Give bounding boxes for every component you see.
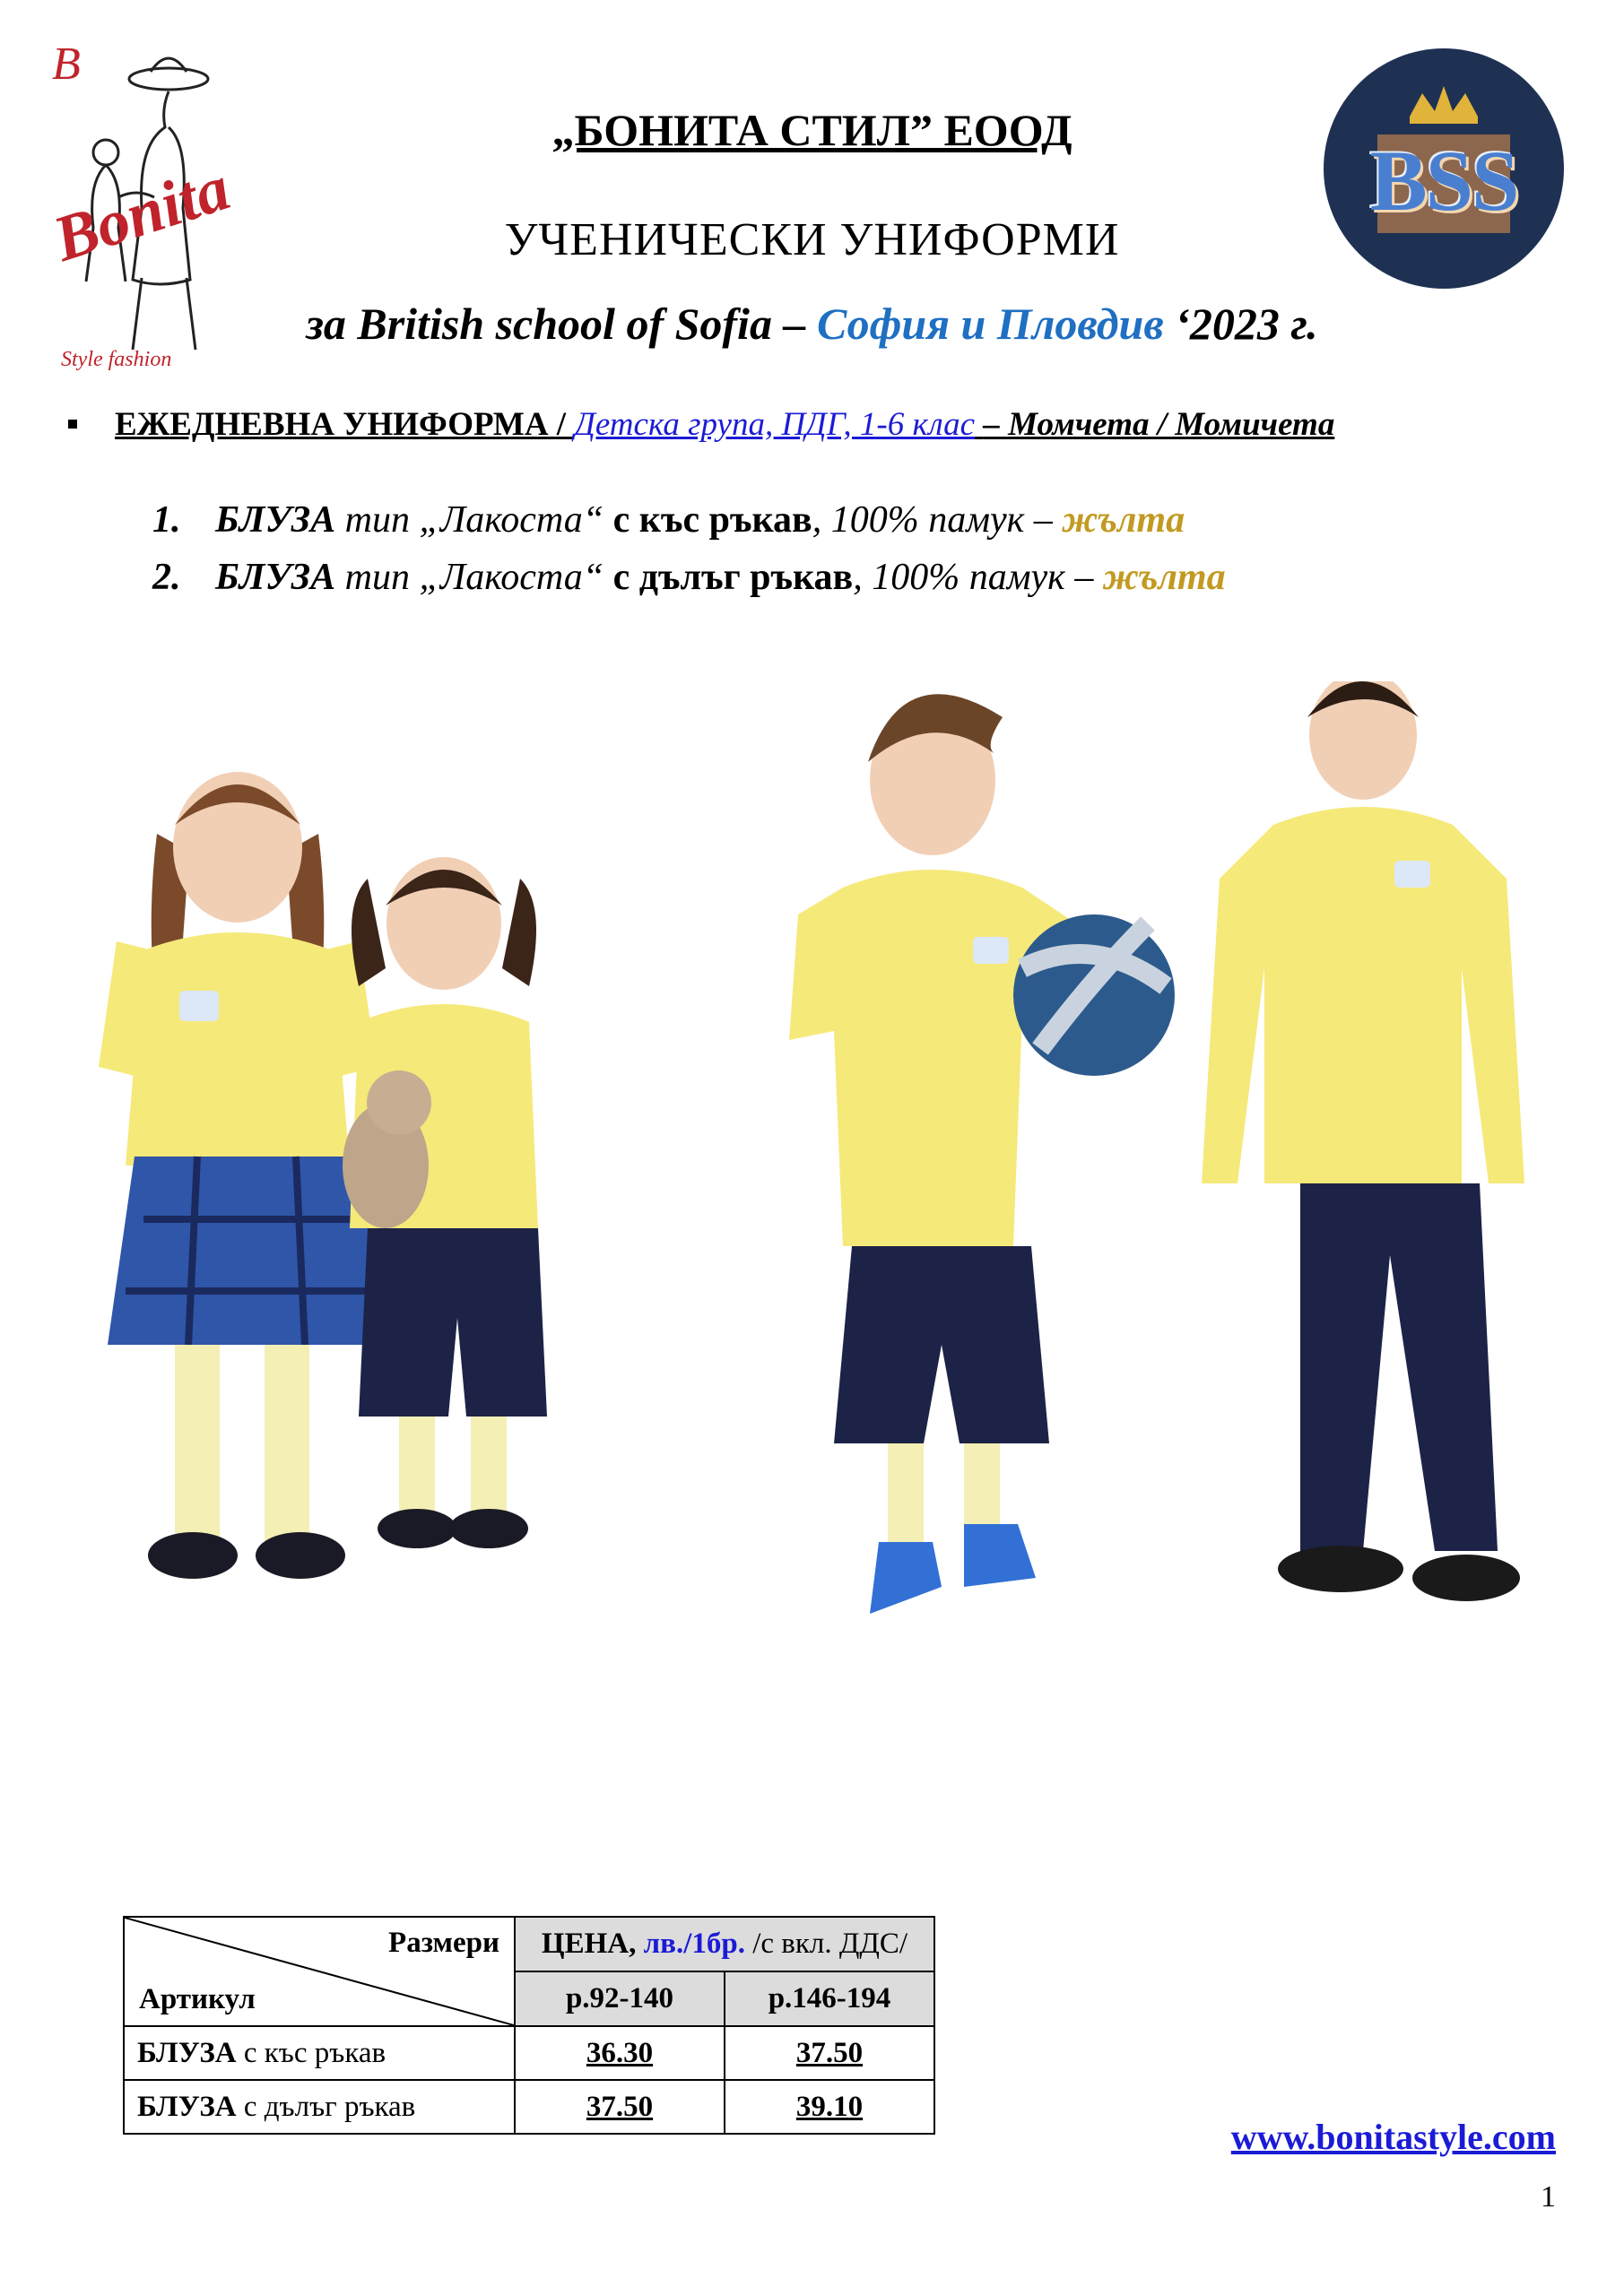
uniform-product-photo — [90, 681, 1560, 1784]
item-sleeve: с дълъг ръкав — [612, 557, 854, 598]
item-type: тип „Лакоста“ — [335, 499, 613, 541]
price-cell: 37.50 — [515, 2080, 725, 2134]
section-heading — [68, 405, 1557, 444]
sizes-label: Размери — [388, 1927, 499, 1959]
item-type: тип „Лакоста“ — [335, 557, 613, 598]
item-sleeve: с къс ръкав — [612, 499, 812, 541]
item-name: БЛУЗА — [215, 499, 336, 541]
website-link[interactable]: www.bonitastyle.com — [1230, 2117, 1556, 2157]
item-list — [152, 498, 1226, 613]
price-cell: 39.10 — [725, 2080, 934, 2134]
item-material: , 100% памук – — [812, 499, 1063, 541]
child-girl-plaid-skirt — [99, 772, 386, 1579]
size-column-header: р.92-140 — [515, 1971, 725, 2026]
article-desc: с къс ръкав — [236, 2036, 386, 2069]
page-number: 1 — [1541, 2180, 1556, 2214]
list-item — [152, 556, 1226, 613]
bullet-square-icon — [68, 420, 77, 429]
bss-logo-text: BSS — [1369, 133, 1518, 229]
school-year: ‘2023 г. — [1175, 299, 1318, 349]
document-subtitle: УЧЕНИЧЕСКИ УНИФОРМИ — [504, 214, 1120, 265]
article-desc: с дълъг ръкав — [236, 2090, 416, 2123]
price-header — [515, 1917, 934, 1971]
article-name: БЛУЗА — [137, 2090, 237, 2123]
article-name: БЛУЗА — [137, 2036, 237, 2069]
article-cell — [124, 2026, 515, 2080]
child-boy-with-ball — [789, 694, 1175, 1614]
item-material: , 100% памук – — [853, 557, 1103, 598]
table-corner-header — [124, 1917, 515, 2026]
logo-b-letter: B — [52, 39, 81, 90]
item-color: жълта — [1102, 557, 1226, 598]
article-label: Артикул — [139, 1983, 256, 2015]
article-cell — [124, 2080, 515, 2134]
price-cell: 36.30 — [515, 2026, 725, 2080]
size-column-header: р.146-194 — [725, 1971, 934, 2026]
price-cell: 37.50 — [725, 2026, 934, 2080]
logo-tagline: Style fashion — [61, 348, 172, 371]
item-name: БЛУЗА — [215, 557, 336, 598]
price-unit: лв./1бр. — [643, 1928, 745, 1960]
item-number: 2. — [152, 557, 181, 598]
logo-brand-text: Bonita — [45, 151, 239, 275]
school-prefix: за British school of Sofia – — [306, 299, 806, 349]
section-audience: – Момчета / Момичета — [983, 406, 1335, 443]
price-suffix: /с вкл. ДДС/ — [752, 1928, 908, 1960]
price-table — [123, 1916, 935, 2135]
company-title: „БОНИТА СТИЛ” ЕООД — [551, 105, 1073, 155]
school-cities: София и Пловдив — [816, 299, 1164, 349]
list-item — [152, 498, 1226, 556]
item-color: жълта — [1062, 499, 1185, 541]
school-line — [0, 298, 1624, 350]
section-groups-link[interactable]: Детска група, ПДГ, 1-6 клас — [574, 406, 976, 443]
table-row — [124, 2080, 934, 2134]
section-title: ЕЖЕДНЕВНА УНИФОРМА / — [115, 406, 567, 443]
child-boy-long-sleeve — [1202, 681, 1524, 1601]
price-prefix: ЦЕНА, — [541, 1928, 637, 1960]
item-number: 1. — [152, 499, 181, 541]
table-row — [124, 2026, 934, 2080]
child-toddler-girl — [343, 857, 547, 1548]
